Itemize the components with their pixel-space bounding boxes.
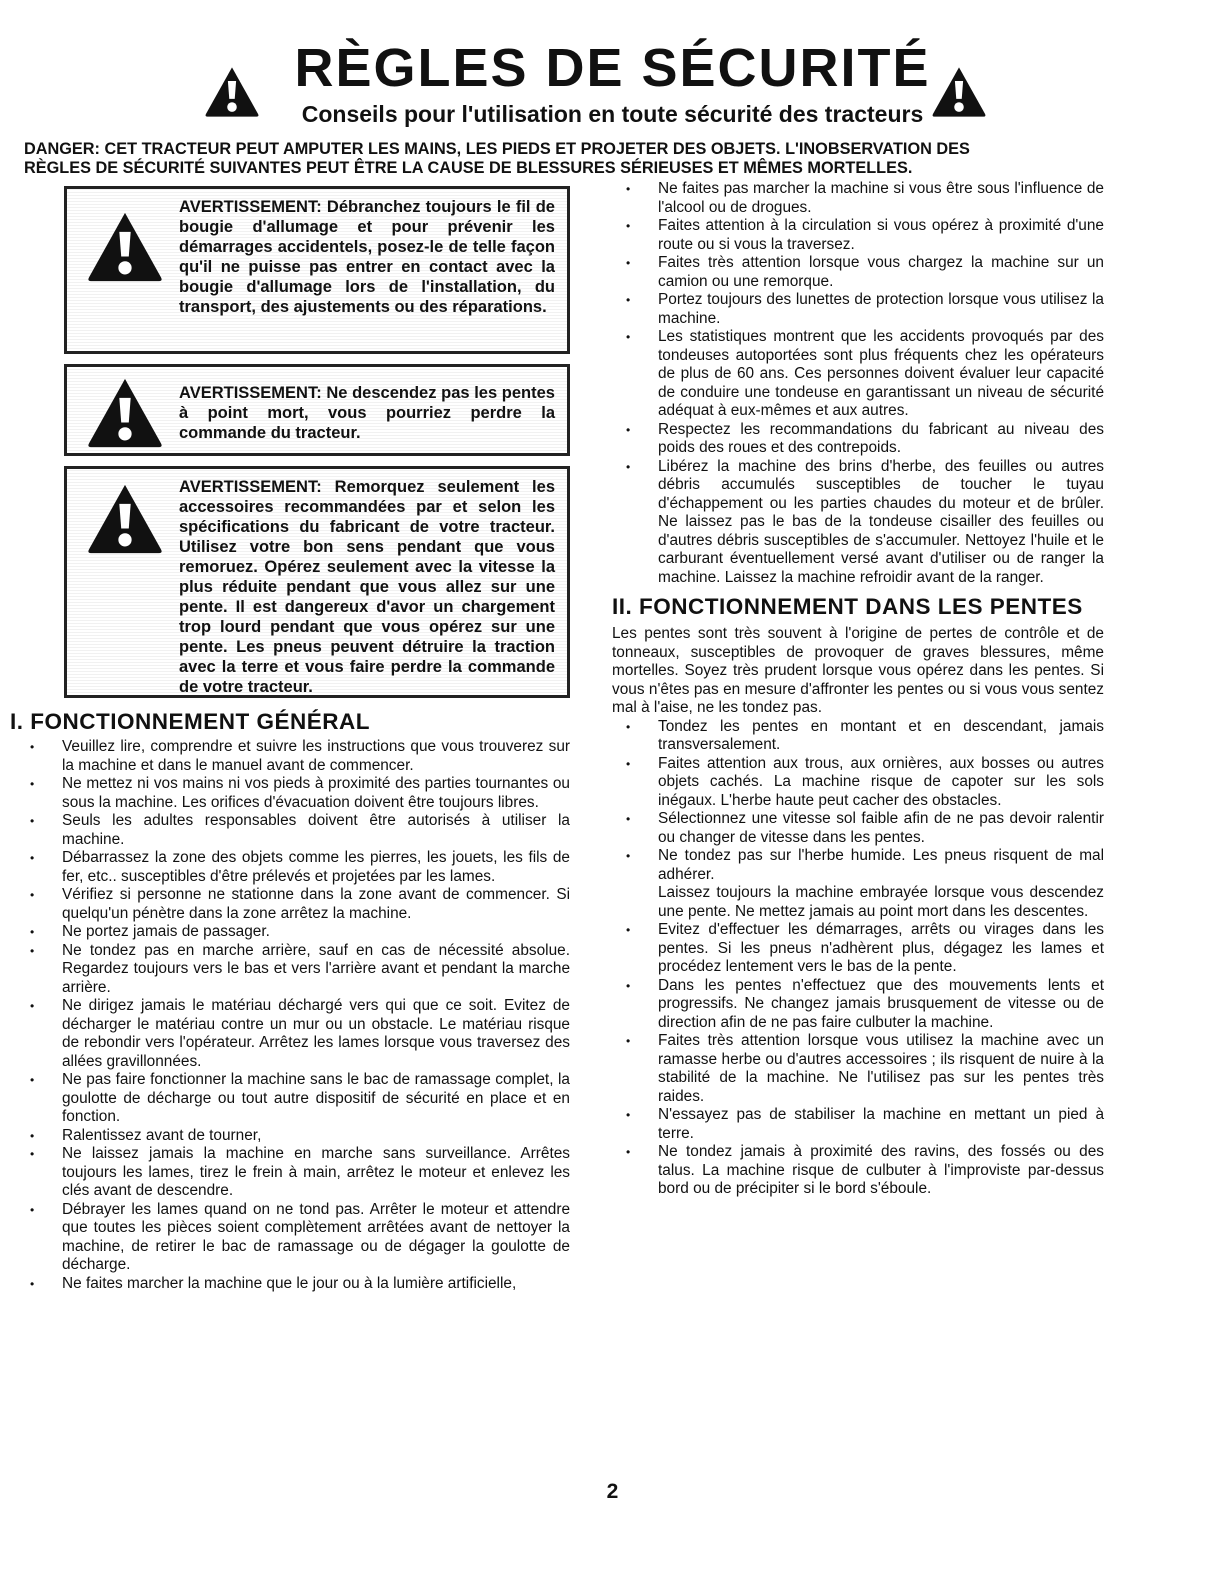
- page-title: RÈGLES DE SÉCURITÉ: [294, 38, 931, 98]
- section-intro: Les pentes sont très souvent à l'origine de pertes de contrôle et de tonneaux, susceptibles de provoquer de graves blessures, même mortelles. Soyez très prudent lorsque vous opérez dans les pentes. Si vous n'êtes pas en mesure d'affronter les pentes ou si vous vous sentez mal à l'aise, ne les tondez pas.: [612, 625, 1104, 716]
- list-item: • Débrayer les lames quand on ne tond pas. Arrêter le moteur et attendre que toutes les pièces soient complètement arrêtées avant de nettoyer la machine, de retirer le bac de ramassage ou de dégager la goulotte de décharge.: [20, 1201, 570, 1275]
- warning-box: [64, 466, 570, 698]
- list-item: Laissez toujours la machine embrayée lorsque vous descendez une pente. Ne mettez jamais au point mort dans les descentes.: [658, 884, 1104, 920]
- warning-triangle-icon: [85, 211, 165, 283]
- warning-text: AVERTISSEMENT: Remorquez seulement les accessoires recommandées par et selon les spécifications du fabricant de votre tracteur. Utilisez votre bon sens pendant que vous remoruez. Opérez seulement avec la vitesse la plus réduite pendant que vous allez sur une pente. Il est dangereux d'avor un chargement trop lourd pendant que vous opérez sur une pente. Les pneus peuvent détruire la traction avec la terre et vous faire perdre la commande de votre tracteur.: [179, 478, 555, 696]
- section-title: II. FONCTIONNEMENT DANS LES PENTES: [612, 594, 1083, 619]
- list-item: • Les statistiques montrent que les accidents provoqués par des tondeuses autoportées sont plus fréquents chez les opérateurs de plus de 60 ans. Ces personnes doivent évaluer leur capacité de conduire une tondeuse en garantissant un niveau de sécurité adéquat à eux-mêmes et aux autres.: [622, 328, 1104, 421]
- list-item: • Débarrassez la zone des objets comme les pierres, les jouets, les fils de fer, etc.. susceptibles d'être prélevés et projetées par les lames.: [20, 849, 570, 886]
- list-item: • N'essayez pas de stabiliser la machine en mettant un pied à terre.: [622, 1106, 1104, 1143]
- page-number: 2: [606, 1480, 619, 1503]
- list-item: • Ne pas faire fonctionner la machine sans le bac de ramassage complet, la goulotte de décharge ou tout autre dispositif de sécurité en place et en fonction.: [20, 1071, 570, 1127]
- page-subtitle: Conseils pour l'utilisation en toute sécurité des tracteurs: [301, 101, 924, 127]
- warning-text: AVERTISSEMENT: Ne descendez pas les pentes à point mort, vous pourriez perdre la commande du tracteur.: [179, 384, 555, 442]
- danger-line: DANGER: CET TRACTEUR PEUT AMPUTER LES MAINS, LES PIEDS ET PROJETER DES OBJETS. L'INOBSERVATION DES: [24, 140, 970, 158]
- list-item: • Faites très attention lorsque vous chargez la machine sur un camion ou une remorque.: [622, 254, 1104, 291]
- list-item: • Seuls les adultes responsables doivent être autorisés à utiliser la machine.: [20, 812, 570, 849]
- warning-triangle-icon: [85, 377, 165, 449]
- warning-box: [64, 364, 570, 456]
- list-item: • Ne tondez jamais à proximité des ravins, des fossés ou des talus. La machine risque de culbuter à l'improviste par-dessus bord ou de précipiter si le bord s'éboule.: [622, 1143, 1104, 1199]
- list-item: • Ne laissez jamais la machine en marche sans surveillance. Arrêtes toujours les lames, tirez le frein à main, arrêtez le moteur et enlevez les clés avant de descendre.: [20, 1145, 570, 1201]
- danger-line: RÈGLES DE SÉCURITÉ SUIVANTES PEUT ÊTRE LA CAUSE DE BLESSURES SÉRIEUSES ET MÊMES MORTELLES.: [24, 159, 913, 177]
- list-item: • Faites très attention lorsque vous utilisez la machine avec un ramasse herbe ou d'autres accessoires ; ils risquent de nuire à la stabilité de la machine. Ne l'utilisez pas sur les pentes très raides.: [622, 1032, 1104, 1106]
- warning-text: AVERTISSEMENT: Débranchez toujours le fil de bougie d'allumage et pour prévenir les démarrages accidentels, posez-le de telle façon qu'il ne puisse pas entrer en contact avec la bougie d'allumage lors de l'installation, du transport, des ajustements ou des réparations.: [179, 198, 555, 316]
- list-item: • Veuillez lire, comprendre et suivre les instructions que vous trouverez sur la machine et dans le manuel avant de commencer.: [20, 738, 570, 775]
- left-column: [10, 186, 570, 1293]
- list-item: • Portez toujours des lunettes de protection lorsque vous utilisez la machine.: [622, 291, 1104, 328]
- list-item: • Faites attention à la circulation si vous opérez à proximité d'une route ou si vous la traversez.: [622, 217, 1104, 254]
- list-item: • Dans les pentes n'effectuez que des mouvements lents et progressifs. Ne changez jamais brusquement de vitesse ou de direction afin de ne pas faire culbuter la machine.: [622, 977, 1104, 1033]
- list-item: • Evitez d'effectuer les démarrages, arrêts ou virages dans les pentes. Si les pneus n'adhèrent plus, dégagez les lames et procédez lentement vers le bas de la pente.: [622, 921, 1104, 977]
- warning-triangle-icon: [85, 483, 165, 555]
- list-item: • Ne dirigez jamais le matériau déchargé vers qui que ce soit. Evitez de décharger le matériau contre un mur ou un obstacle. Le matériau risque de rebondir vers l'opérateur. Arrêtez les lames lorsque vous traversez des allées gravillonnées.: [20, 997, 570, 1071]
- warning-triangle-icon: [930, 66, 988, 118]
- general-rules-list-continued: [622, 180, 1104, 587]
- list-item: • Ne faites marcher la machine que le jour ou à la lumière artificielle,: [20, 1275, 570, 1294]
- right-column: [612, 180, 1104, 1199]
- danger-notice: [24, 140, 1204, 178]
- list-item: • Faites attention aux trous, aux ornières, aux bosses ou autres objets cachés. La machine risque de capoter sur les sols inégaux. L'herbe haute peut cacher des obstacles.: [622, 755, 1104, 811]
- list-item: • Ne mettez ni vos mains ni vos pieds à proximité des parties tournantes ou sous la machine. Les orifices d'évacuation doivent être toujours libres.: [20, 775, 570, 812]
- page-header: [0, 38, 1225, 127]
- list-item: • Respectez les recommandations du fabricant au niveau des poids des roues et des contrepoids.: [622, 421, 1104, 458]
- list-item: • Ne tondez pas en marche arrière, sauf en cas de nécessité absolue. Regardez toujours vers le bas et vers l'arrière avant et pendant la marche arrière.: [20, 942, 570, 998]
- list-item: • Ne faites pas marcher la machine si vous être sous l'influence de l'alcool ou de drogues.: [622, 180, 1104, 217]
- list-item: • Sélectionnez une vitesse sol faible afin de ne pas devoir ralentir ou changer de vitesse dans les pentes.: [622, 810, 1104, 847]
- list-item: • Libérez la machine des brins d'herbe, des feuilles ou autres débris accumulés susceptibles de toucher le tuyau d'échappement ou les parties chaudes du moteur et de brûler. Ne laissez pas le bas de la tondeuse cisailler des feuilles ou d'autres débris susceptibles de s'accumuler. Nettoyez l'huile et le carburant éventuellement versé avant d'utiliser ou de ranger la machine. Laissez la machine refroidir avant de la ranger.: [622, 458, 1104, 588]
- list-item: • Vérifiez si personne ne stationne dans la zone avant de commencer. Si quelqu'un pénètre dans la zone arrêtez la machine.: [20, 886, 570, 923]
- list-item: • Ralentissez avant de tourner,: [20, 1127, 570, 1146]
- list-item: • Ne portez jamais de passager.: [20, 923, 570, 942]
- warning-box: [64, 186, 570, 354]
- list-item: • Ne tondez pas sur l'herbe humide. Les pneus risquent de mal adhérer.: [622, 847, 1104, 884]
- section-title: I. FONCTIONNEMENT GÉNÉRAL: [10, 709, 370, 734]
- slope-rules-list: [622, 718, 1104, 1199]
- list-item: • Tondez les pentes en montant et en descendant, jamais transversalement.: [622, 718, 1104, 755]
- general-rules-list: [64, 738, 570, 1293]
